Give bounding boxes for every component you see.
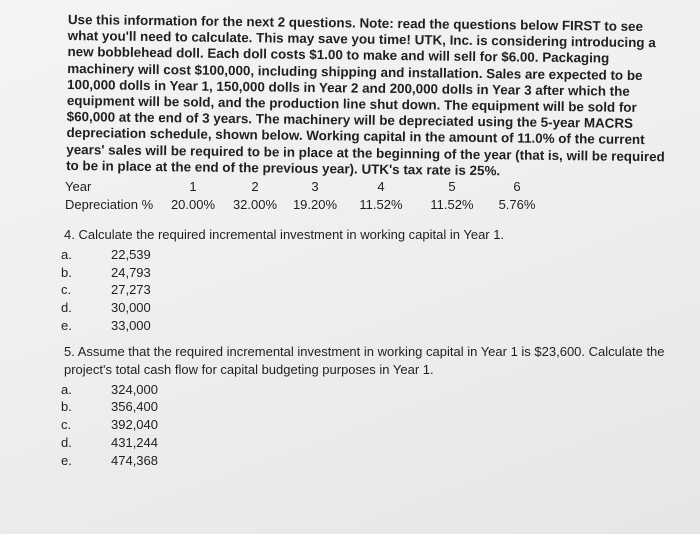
question-5-text: 5. Assume that the required incremental investment in working capital in Year 1 is $23,600. Calculate the project's total cash flow for capital budgeting purposes in Year 1. xyxy=(64,344,665,377)
depreciation-table xyxy=(65,178,546,214)
answer-option-c[interactable] xyxy=(58,416,668,434)
answer-option-c[interactable] xyxy=(58,281,504,299)
option-letter: c. xyxy=(61,417,72,433)
option-letter: e. xyxy=(61,452,72,468)
option-value: 22,539 xyxy=(111,246,151,262)
answer-option-e[interactable] xyxy=(58,317,504,335)
option-value: 431,244 xyxy=(111,434,158,450)
option-letter: d. xyxy=(61,434,72,450)
table-row-year xyxy=(65,178,546,196)
option-value: 24,793 xyxy=(111,264,151,280)
year-label: Year xyxy=(65,179,92,194)
year-cell: 1 xyxy=(189,179,197,194)
option-letter: d. xyxy=(61,300,72,316)
rate-cell: 11.52% xyxy=(430,197,474,212)
question-5 xyxy=(58,343,668,470)
option-value: 356,400 xyxy=(111,399,158,415)
option-value: 392,040 xyxy=(111,417,158,433)
option-value: 324,000 xyxy=(111,381,158,397)
table-row-depreciation xyxy=(65,196,546,214)
rate-cell: 11.52% xyxy=(359,197,403,212)
answer-option-a[interactable] xyxy=(58,381,668,399)
rate-cell: 19.20% xyxy=(292,197,338,212)
year-cell: 5 xyxy=(448,179,456,194)
option-letter: c. xyxy=(61,282,72,298)
year-cell: 6 xyxy=(513,179,521,194)
answer-option-d[interactable] xyxy=(58,299,504,317)
answer-option-a[interactable] xyxy=(58,246,504,264)
intro-paragraph xyxy=(66,12,668,181)
option-value: 30,000 xyxy=(111,300,151,316)
option-value: 474,368 xyxy=(111,452,158,468)
rate-cell: 20.00% xyxy=(170,197,216,212)
rate-cell: 32.00% xyxy=(232,197,278,212)
option-letter: b. xyxy=(61,264,72,280)
option-letter: e. xyxy=(61,317,72,333)
option-value: 33,000 xyxy=(111,317,151,333)
answer-option-e[interactable] xyxy=(58,452,668,470)
depreciation-label: Depreciation % xyxy=(65,197,154,212)
answer-option-b[interactable] xyxy=(58,264,504,282)
answer-option-d[interactable] xyxy=(58,434,668,452)
intro-text: Use this information for the next 2 questions. Note: read the questions below FIRST to see what you'll need to calculate. This may save you time! UTK, Inc. is considering introducing a new bobblehead doll. Each doll costs $1.00 to make and will sell for $6.00. Packaging machinery will cost $100,000, including shipping and installation. Sales are expected to be 100,000 dolls in Year 1, 150,000 dolls in Year 2 and 200,000 dolls in Year 3 after which the equipment will be sold, and the production line shut down. The equipment will be sold for $60,000 at the end of 3 years. The machinery will be depreciated using the 5-year MACRS depreciation schedule, shown below. Working capital in the amount of 11.0% of the current years' sales will be required to be in place at the beginning of the year (that is, will be required to be in place at the end of the previous year). UTK's tax rate is 25%. xyxy=(66,12,665,179)
option-value: 27,273 xyxy=(111,282,151,298)
option-letter: a. xyxy=(61,246,72,262)
answer-option-b[interactable] xyxy=(58,398,668,416)
year-cell: 3 xyxy=(311,179,319,194)
rate-cell: 5.76% xyxy=(498,197,536,212)
question-4 xyxy=(58,226,504,335)
year-cell: 4 xyxy=(377,179,385,194)
option-letter: a. xyxy=(61,381,72,397)
option-letter: b. xyxy=(61,399,72,415)
year-cell: 2 xyxy=(251,179,259,194)
question-4-text: 4. Calculate the required incremental investment in working capital in Year 1. xyxy=(64,227,505,242)
